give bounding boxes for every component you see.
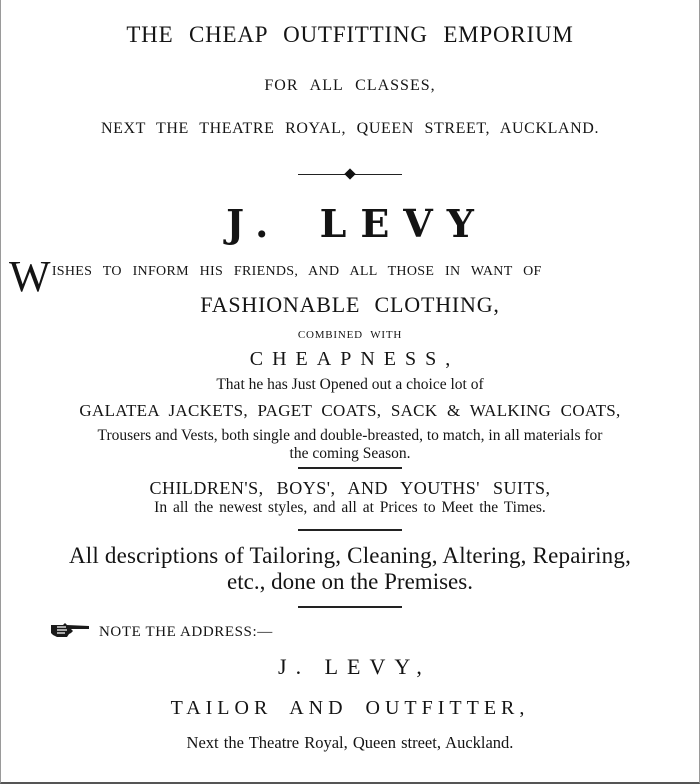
address-line: Next the Theatre Royal, Queen street, Auckland. xyxy=(186,733,514,752)
section-rule-3 xyxy=(298,606,402,608)
footer-proprietor: J. LEVY, xyxy=(278,654,431,679)
tailoring-line-2: etc., done on the Premises. xyxy=(227,569,473,594)
children-suits-line: CHILDREN'S, BOYS', AND YOUTHS' SUITS, xyxy=(149,478,551,498)
pointing-hand-icon xyxy=(49,622,91,638)
jackets-line: GALATEA JACKETS, PAGET COATS, SACK & WALKING COATS, xyxy=(79,401,621,420)
opened-line: That he has Just Opened out a choice lot of xyxy=(216,376,484,393)
diamond-icon xyxy=(344,168,355,179)
headline-subtitle: FOR ALL CLASSES, xyxy=(264,77,436,94)
drop-cap-letter: W xyxy=(9,252,51,301)
location-line: NEXT THE THEATRE ROYAL, QUEEN STREET, AUCKLAND. xyxy=(100,120,600,137)
announcement-text: ISHES TO INFORM HIS FRIENDS, AND ALL THOSE IN WANT OF xyxy=(51,264,542,279)
combined-with: COMBINED WITH xyxy=(297,329,403,341)
cheapness: CHEAPNESS, xyxy=(249,348,460,370)
section-rule-2 xyxy=(298,529,402,531)
fashionable-clothing: FASHIONABLE CLOTHING, xyxy=(200,292,500,317)
season-line: the coming Season. xyxy=(289,445,411,462)
note-address-label: NOTE THE ADDRESS:— xyxy=(99,624,273,640)
ornament-divider xyxy=(1,169,699,181)
section-rule-1 xyxy=(298,467,402,469)
trade-line: TAILOR AND OUTFITTER, xyxy=(170,697,530,719)
note-line xyxy=(49,622,273,640)
styles-line: In all the newest styles, and all at Prices to Meet the Times. xyxy=(154,499,546,516)
headline-title: THE CHEAP OUTFITTING EMPORIUM xyxy=(126,22,574,47)
tailoring-line-1: All descriptions of Tailoring, Cleaning, Altering, Repairing, xyxy=(68,543,632,568)
trousers-line: Trousers and Vests, both single and double-breasted, to match, in all materials for xyxy=(97,427,603,444)
proprietor-name: J. LEVY xyxy=(226,201,488,246)
